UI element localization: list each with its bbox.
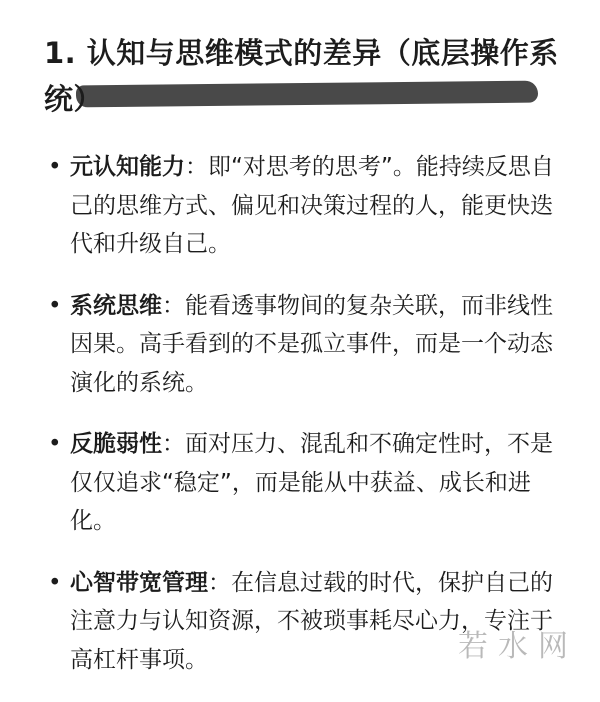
bullet-term: 系统思维 xyxy=(70,292,162,319)
watermark-logo: 若水网 xyxy=(458,629,578,664)
bullet-separator: ： xyxy=(185,154,208,180)
bullet-separator: ： xyxy=(162,431,185,457)
section-heading: 1. 认知与思维模式的差异（底层操作系统） xyxy=(44,36,559,116)
bullet-separator: ： xyxy=(162,292,185,319)
heading-block xyxy=(44,30,574,122)
bullet-term: 元认知能力 xyxy=(70,154,185,180)
bullet-separator: ： xyxy=(208,569,231,596)
list-item xyxy=(48,425,568,541)
bullet-term: 心智带宽管理 xyxy=(70,569,208,596)
bullet-text: 能看透事物间的复杂关联，而非线性因果。高手看到的不是孤立事件，而是一个动态演化的系统。 xyxy=(70,292,553,396)
bullet-icon: • xyxy=(48,292,62,319)
list-item xyxy=(48,148,568,264)
bullet-icon: • xyxy=(48,154,62,180)
bullet-text: 面对压力、混乱和不确定性时，不是仅仅追求“稳定”，而是能从中获益、成长和进化。 xyxy=(70,431,553,534)
bullet-term: 反脆弱性 xyxy=(70,431,162,457)
list-item xyxy=(48,287,568,403)
bullet-text: 在信息过载的时代，保护自己的注意力与认知资源，不被琐事耗尽心力，专注于高杠杆事项。 xyxy=(70,569,553,673)
bullet-icon: • xyxy=(48,431,62,457)
bullet-text: 即“对思考的思考”。能持续反思自己的思维方式、偏见和决策过程的人，能更快迭代和升级自己。 xyxy=(70,154,554,257)
bullet-icon: • xyxy=(48,569,62,596)
bullet-list xyxy=(48,148,568,702)
